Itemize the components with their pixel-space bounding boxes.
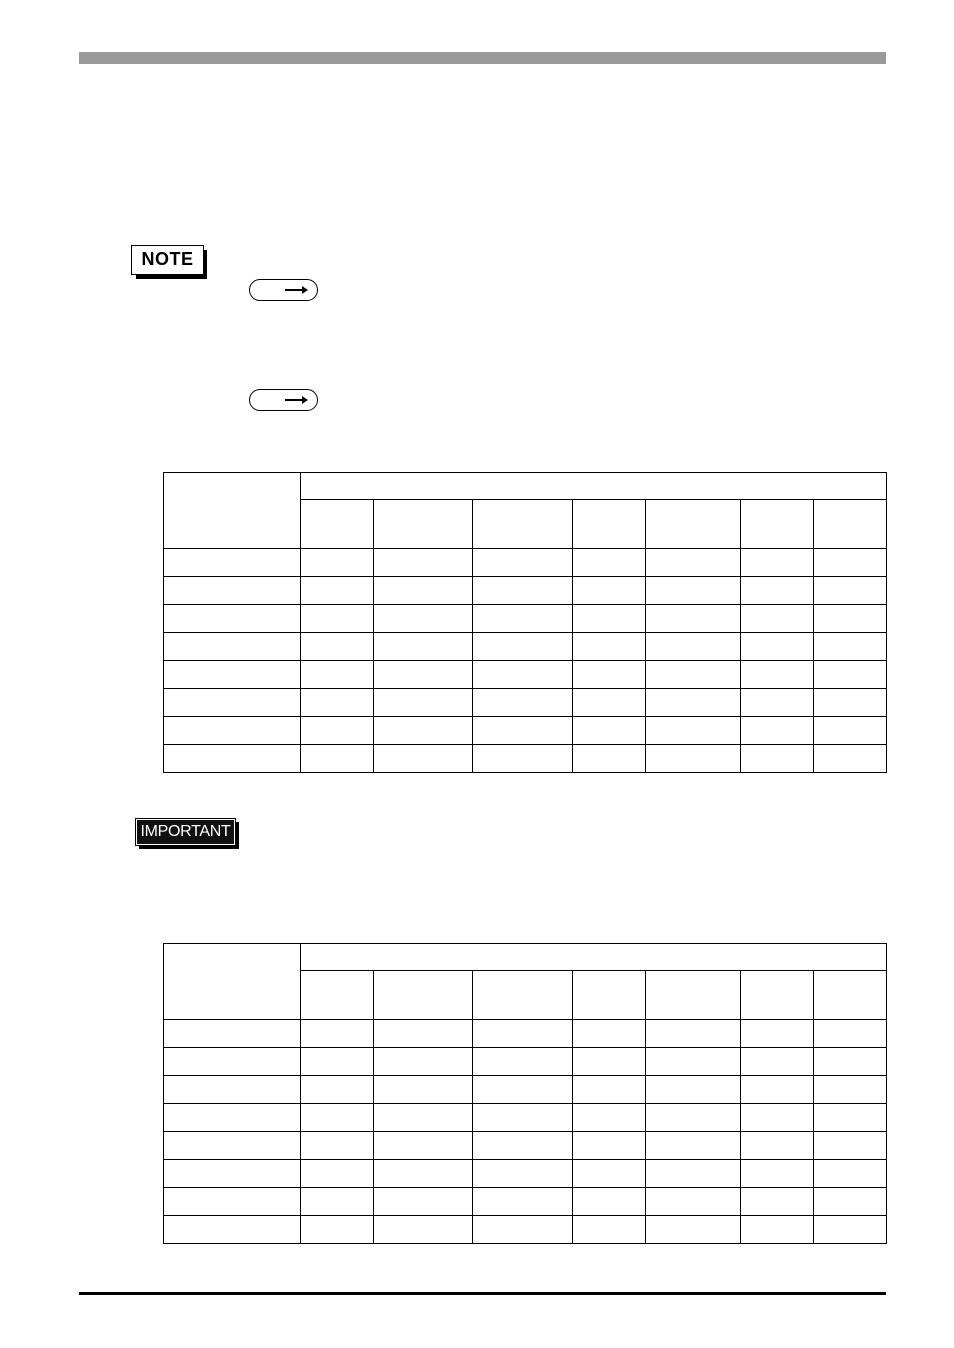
table-cell [473,633,573,661]
table-cell [301,661,374,689]
table-cell [646,1160,741,1188]
table-row [164,1216,887,1244]
table-cell [301,1076,374,1104]
table-cell [473,577,573,605]
table-cell [301,577,374,605]
table-cell [814,745,887,773]
important-badge [136,819,239,849]
table-cell [473,1160,573,1188]
table-cell [741,1076,814,1104]
table-cell [741,1048,814,1076]
table-column-header [374,971,473,1020]
table-column-header [741,500,814,549]
table-cell [814,661,887,689]
table-cell [646,1216,741,1244]
table-cell [164,661,301,689]
table-header-row [164,944,887,971]
table-corner-cell [164,944,301,1020]
table-cell [741,745,814,773]
table-cell [374,1076,473,1104]
table-cell [741,717,814,745]
table-cell [374,605,473,633]
table-cell [473,1104,573,1132]
table-cell [741,661,814,689]
table-column-header [646,500,741,549]
table-row [164,633,887,661]
table-cell [646,689,741,717]
table-cell [374,1048,473,1076]
table-cell [473,1216,573,1244]
table-column-header [473,971,573,1020]
table-cell [164,1160,301,1188]
table-column-header [814,500,887,549]
table-column-header [473,500,573,549]
table-cell [473,1132,573,1160]
important-label: IMPORTANT [136,819,235,845]
table-cell [374,1104,473,1132]
table-cell [814,1020,887,1048]
note-label: NOTE [131,245,204,275]
table-cell [473,689,573,717]
table-cell [374,1020,473,1048]
table-cell [301,717,374,745]
table-cell [573,577,646,605]
table-cell [573,1104,646,1132]
table-column-header [646,971,741,1020]
table-cell [374,1132,473,1160]
table-cell [473,1076,573,1104]
table-cell [473,717,573,745]
table-cell [741,1132,814,1160]
table-cell [573,717,646,745]
table-cell [164,1216,301,1244]
table-cell [646,577,741,605]
data-table-1 [163,472,887,773]
table-cell [374,1160,473,1188]
table-cell [573,549,646,577]
table-cell [646,1188,741,1216]
table-cell [573,1048,646,1076]
table-cell [741,1020,814,1048]
table-cell [646,717,741,745]
table-row [164,1020,887,1048]
table-cell [573,1188,646,1216]
table-cell [164,633,301,661]
table-cell [473,549,573,577]
reference-link-1[interactable] [249,279,318,301]
table-column-header [301,971,374,1020]
table-cell [164,1048,301,1076]
table-cell [646,605,741,633]
table-header-row [164,473,887,500]
table-cell [573,1020,646,1048]
table-cell [646,661,741,689]
table-cell [646,1020,741,1048]
table-cell [741,1104,814,1132]
table-column-header [301,500,374,549]
table-row [164,745,887,773]
table-row [164,1132,887,1160]
table-cell [164,745,301,773]
table-cell [473,1188,573,1216]
table-cell [573,689,646,717]
table-cell [301,1048,374,1076]
table-cell [741,605,814,633]
table-cell [814,549,887,577]
table-cell [646,549,741,577]
table-cell [814,717,887,745]
table-cell [741,689,814,717]
table-cell [573,633,646,661]
table-cell [573,745,646,773]
table-cell [301,1188,374,1216]
table-column-header [573,500,646,549]
table-cell [301,549,374,577]
table-cell [164,1188,301,1216]
table-cell [741,549,814,577]
table-row [164,605,887,633]
table-cell [374,549,473,577]
table-cell [646,1132,741,1160]
table-cell [741,1188,814,1216]
table-row [164,1104,887,1132]
table-row [164,1160,887,1188]
table-row [164,717,887,745]
table-row [164,689,887,717]
table-cell [164,1020,301,1048]
table-cell [301,605,374,633]
table-column-header [814,971,887,1020]
table-corner-cell [164,473,301,549]
table-cell [646,633,741,661]
table-cell [741,1160,814,1188]
table-row [164,1076,887,1104]
table-cell [646,745,741,773]
table-cell [573,1160,646,1188]
table-cell [473,1048,573,1076]
table-cell [741,577,814,605]
table-column-header [374,500,473,549]
right-arrow-icon [283,395,309,405]
table-row [164,577,887,605]
data-table-2 [163,943,887,1244]
table-cell [814,1216,887,1244]
table-cell [814,1048,887,1076]
table-cell [374,633,473,661]
table-cell [646,1076,741,1104]
table-cell [164,1104,301,1132]
table-cell [374,1216,473,1244]
table-cell [301,1216,374,1244]
table-group-header [301,473,887,500]
table-cell [646,1104,741,1132]
table-cell [573,1132,646,1160]
table-cell [814,633,887,661]
table-cell [814,577,887,605]
table-cell [374,661,473,689]
table-cell [301,633,374,661]
table-cell [301,745,374,773]
table-cell [164,577,301,605]
reference-link-2[interactable] [249,389,318,411]
table-cell [301,1160,374,1188]
table-row [164,1048,887,1076]
table-cell [814,1188,887,1216]
table-cell [741,633,814,661]
table-cell [814,605,887,633]
table-cell [164,689,301,717]
note-badge [131,245,207,279]
table-cell [814,1104,887,1132]
table-column-header [573,971,646,1020]
table-cell [573,661,646,689]
table-cell [573,1076,646,1104]
table-cell [646,1048,741,1076]
table-cell [814,1132,887,1160]
right-arrow-icon [283,285,309,295]
table-group-header [301,944,887,971]
table-cell [374,577,473,605]
table-cell [374,745,473,773]
header-bar [79,52,886,64]
table-row [164,661,887,689]
table-cell [814,689,887,717]
table-cell [301,1132,374,1160]
table-cell [164,717,301,745]
table-cell [164,549,301,577]
table-cell [164,1076,301,1104]
table-cell [164,605,301,633]
table-cell [374,1188,473,1216]
table-cell [741,1216,814,1244]
table-cell [374,689,473,717]
table-cell [301,1104,374,1132]
table-column-header [741,971,814,1020]
table-cell [374,717,473,745]
table-row [164,549,887,577]
table-row [164,1188,887,1216]
table-cell [301,689,374,717]
footer-rule [79,1292,886,1295]
table-cell [573,1216,646,1244]
table-cell [473,745,573,773]
table-cell [814,1160,887,1188]
table-cell [301,1020,374,1048]
table-cell [473,661,573,689]
table-cell [573,605,646,633]
table-cell [164,1132,301,1160]
table-cell [814,1076,887,1104]
table-cell [473,1020,573,1048]
table-cell [473,605,573,633]
